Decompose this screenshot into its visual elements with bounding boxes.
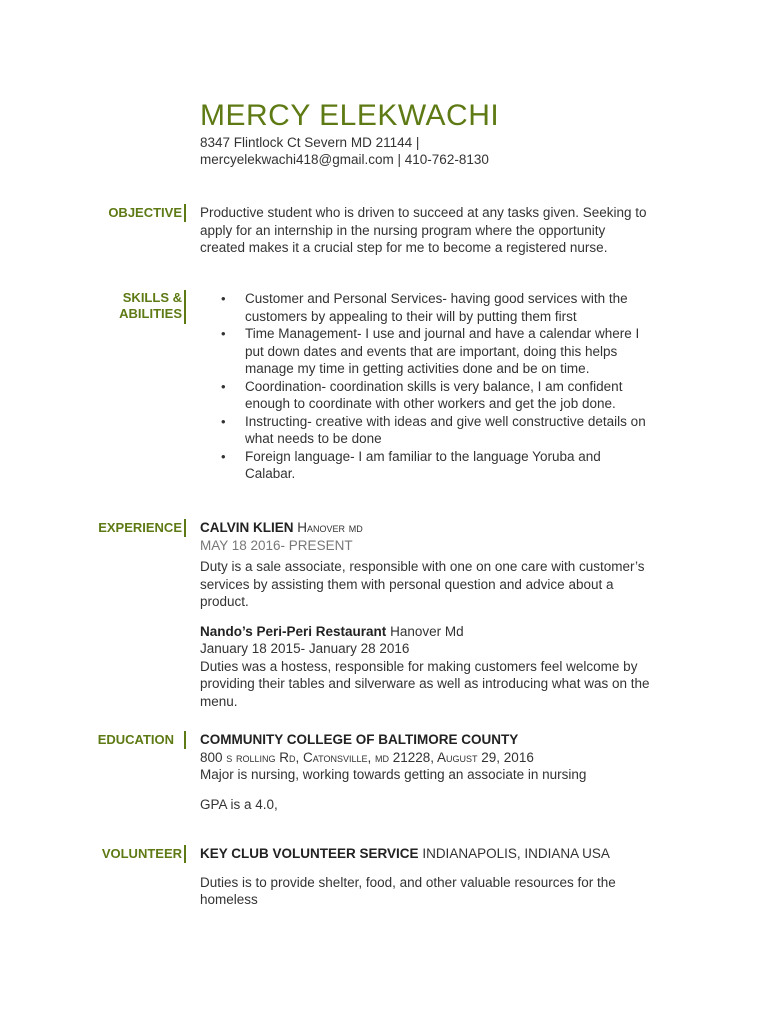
section-divider bbox=[184, 519, 186, 537]
experience-content bbox=[200, 519, 652, 710]
job-location: Hanover Md bbox=[390, 623, 464, 639]
school-name: COMMUNITY COLLEGE OF BALTIMORE COUNTY bbox=[200, 732, 519, 747]
list-item bbox=[200, 290, 652, 325]
contact-info bbox=[200, 134, 620, 168]
job-title-line bbox=[200, 623, 652, 641]
job-employer: Nando’s Peri-Peri Restaurant bbox=[200, 623, 387, 639]
skill-text: Time Management- I use and journal and have a calendar where I put down dates and events that are important, doing this helps manage my time in getting activities done and be on time. bbox=[245, 326, 640, 376]
bullet-icon: • bbox=[221, 291, 226, 306]
section-divider bbox=[184, 204, 186, 222]
objective-text: Productive student who is driven to succeed at any tasks given. Seeking to apply for an internship in the nursing program where the opportunity created makes it a crucial step for me to become a registered nurse. bbox=[200, 205, 647, 255]
skill-text: Coordination- coordination skills is very balance, I am confident enough to coordinate with other workers and get the job done. bbox=[245, 378, 623, 411]
job-dates: MAY 18 2016- PRESENT bbox=[200, 537, 353, 553]
bullet-icon: • bbox=[221, 413, 226, 429]
volunteer-description: Duties is to provide shelter, food, and other valuable resources for the homeless bbox=[200, 874, 616, 907]
job-entry bbox=[200, 623, 652, 711]
volunteer-label: VOLUNTEER bbox=[101, 846, 182, 861]
job-description: Duties was a hostess, responsible for making customers feel welcome by providing their tables and silverware as well as introducing what was on the menu. bbox=[200, 658, 650, 709]
list-item bbox=[200, 413, 652, 448]
job-entry bbox=[200, 519, 652, 611]
skills-list bbox=[200, 290, 652, 483]
list-item bbox=[200, 325, 652, 378]
major-text: Major is nursing, working towards getting an associate in nursing bbox=[200, 767, 587, 782]
list-item bbox=[200, 448, 652, 483]
job-location: Hanover md bbox=[297, 520, 363, 535]
job-title-line bbox=[200, 519, 652, 537]
volunteer-org: KEY CLUB VOLUNTEER SERVICE bbox=[200, 846, 419, 861]
email-phone-line: mercyelekwachi418@gmail.com | 410-762-8130 bbox=[200, 152, 489, 167]
bullet-icon: • bbox=[221, 326, 226, 341]
job-description: Duty is a sale associate, responsible with one on one care with customer’s services by assisting them with personal question and advice about a product. bbox=[200, 559, 645, 609]
address-line: 8347 Flintlock Ct Severn MD 21144 | bbox=[200, 135, 420, 150]
skill-text: Customer and Personal Services- having good services with the customers by appealing to their will by putting them first bbox=[245, 291, 628, 324]
skills-label bbox=[32, 290, 182, 322]
job-dates: January 18 2015- January 28 2016 bbox=[200, 641, 410, 656]
education-content bbox=[200, 731, 652, 813]
bullet-icon: • bbox=[221, 378, 226, 394]
skills-label-line1: SKILLS & bbox=[122, 290, 182, 305]
skill-text: Foreign language- I am familiar to the language Yoruba and Calabar. bbox=[245, 448, 601, 481]
objective-label: OBJECTIVE bbox=[108, 205, 182, 220]
section-divider bbox=[184, 731, 186, 749]
section-divider bbox=[184, 290, 186, 324]
list-item bbox=[200, 378, 652, 413]
school-address: 800 s rolling Rd, Catonsville, md 21228, August 29, 2016 bbox=[200, 749, 534, 765]
experience-label: EXPERIENCE bbox=[98, 520, 182, 535]
resume-name: MERCY ELEKWACHI bbox=[200, 99, 500, 132]
skills-label-line2: ABILITIES bbox=[119, 306, 182, 321]
job-employer: CALVIN KLIEN bbox=[200, 520, 294, 535]
education-label: EDUCATION bbox=[97, 732, 174, 747]
skill-text: Instructing- creative with ideas and give well constructive details on what needs to be done bbox=[245, 413, 646, 446]
volunteer-content bbox=[200, 845, 652, 909]
gpa-text: GPA is a 4.0, bbox=[200, 796, 278, 812]
section-divider bbox=[184, 845, 186, 863]
volunteer-title-line bbox=[200, 845, 652, 863]
bullet-icon: • bbox=[221, 448, 226, 464]
volunteer-location: INDIANAPOLIS, INDIANA USA bbox=[422, 846, 610, 861]
skills-list-container bbox=[200, 290, 652, 483]
